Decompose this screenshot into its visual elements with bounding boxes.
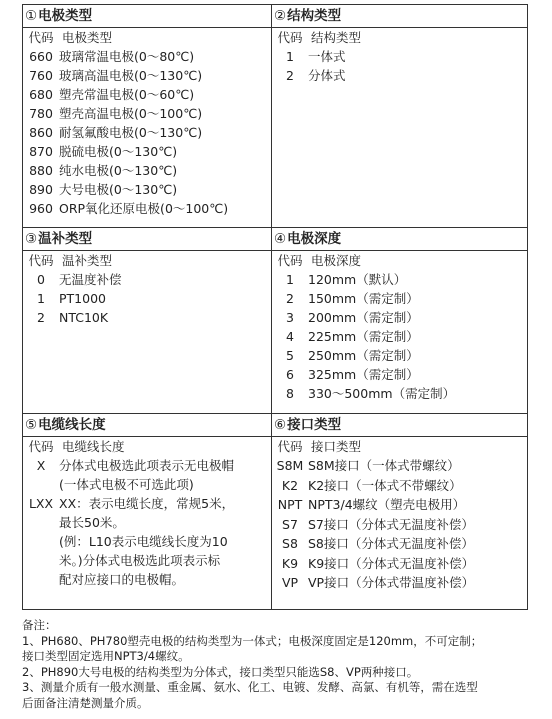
option-desc: 分体式 bbox=[308, 68, 346, 83]
option-code: 4 bbox=[286, 329, 294, 344]
option-desc: 塑壳常温电极(0～60℃) bbox=[59, 87, 195, 102]
option-code: 6 bbox=[286, 367, 294, 382]
option-desc: 330～500mm（需定制） bbox=[308, 386, 456, 401]
section-title: ⑥接口类型 bbox=[272, 414, 527, 437]
spec-document bbox=[22, 4, 527, 610]
option-row bbox=[272, 534, 527, 554]
option-desc: 塑壳高温电极(0～100℃) bbox=[59, 106, 203, 121]
option-code: 760 bbox=[29, 68, 53, 83]
option-code: 780 bbox=[29, 106, 53, 121]
option-row bbox=[23, 66, 271, 85]
column-header: 代码 电缆线长度 bbox=[28, 439, 125, 454]
column-header: 代码 温补类型 bbox=[28, 253, 113, 268]
section-temp-comp bbox=[23, 228, 272, 414]
section-title: ①电极类型 bbox=[23, 5, 271, 28]
option-desc: NPT3/4螺纹（塑壳电极用） bbox=[308, 497, 466, 512]
option-desc: 150mm（需定制） bbox=[308, 291, 419, 306]
note-line: 2、PH890大号电极的结构类型为分体式，接口类型只能选S8、VP两种接口。 bbox=[22, 664, 419, 679]
option-list bbox=[272, 270, 527, 403]
option-desc: S8M接口（一体式带螺纹） bbox=[308, 458, 460, 473]
section-title: ②结构类型 bbox=[272, 5, 527, 28]
option-row bbox=[272, 47, 527, 66]
option-row bbox=[23, 142, 271, 161]
section-title: ③温补类型 bbox=[23, 228, 271, 251]
option-code: 3 bbox=[286, 310, 294, 325]
option-desc: PT1000 bbox=[59, 291, 106, 306]
cable-line: 最长50米。 bbox=[59, 515, 125, 530]
option-row bbox=[23, 85, 271, 104]
option-code: 8 bbox=[286, 386, 294, 401]
cable-option-block bbox=[23, 456, 271, 589]
option-code: 890 bbox=[29, 182, 53, 197]
option-code: K2 bbox=[281, 477, 299, 493]
option-desc: 250mm（需定制） bbox=[308, 348, 419, 363]
column-header: 代码 接口类型 bbox=[277, 439, 362, 454]
note-line: 3、测量介质有一般水测量、重金属、氨水、化工、电镀、发酵、高氯、有机等，需在选型 bbox=[22, 680, 478, 694]
option-row bbox=[23, 289, 271, 308]
option-desc: 一体式 bbox=[308, 49, 346, 64]
section-cable-length bbox=[23, 414, 272, 610]
option-code: LXX bbox=[28, 496, 54, 511]
option-code: 0 bbox=[37, 272, 45, 287]
section-structure-type bbox=[272, 5, 528, 228]
option-row bbox=[272, 308, 527, 327]
option-code: S7 bbox=[282, 516, 298, 532]
option-desc: 325mm（需定制） bbox=[308, 367, 419, 382]
option-code: VP bbox=[281, 575, 299, 590]
option-code: X bbox=[36, 458, 46, 473]
option-row bbox=[272, 515, 527, 535]
option-desc: NTC10K bbox=[59, 310, 109, 325]
section-electrode-depth bbox=[272, 228, 528, 414]
notes-lines bbox=[22, 634, 527, 712]
option-code: S8M bbox=[276, 458, 304, 473]
cable-line: 分体式电极选此项表示无电极帽 bbox=[59, 458, 235, 473]
option-code: 870 bbox=[29, 144, 53, 159]
option-row bbox=[23, 270, 271, 289]
option-desc: S7接口（分体式无温度补偿） bbox=[308, 516, 474, 532]
note-line: 1、PH680、PH780塑壳电极的结构类型为一体式；电极深度固定是120mm，不可定制； bbox=[22, 633, 483, 648]
option-code: 2 bbox=[37, 310, 45, 325]
option-list bbox=[272, 456, 527, 593]
cable-codes bbox=[23, 456, 59, 589]
option-desc: K9接口（分体式无温度补偿） bbox=[308, 555, 475, 571]
option-code: 2 bbox=[286, 68, 294, 83]
option-code: 2 bbox=[286, 291, 294, 306]
section-electrode-type bbox=[23, 5, 272, 228]
option-list bbox=[272, 47, 527, 85]
option-row bbox=[272, 476, 527, 496]
section-title: ④电极深度 bbox=[272, 228, 527, 251]
column-header: 代码 结构类型 bbox=[277, 30, 362, 45]
option-desc: 纯水电极(0～130℃) bbox=[59, 163, 178, 178]
option-code: NPT bbox=[277, 497, 303, 512]
option-code: 960 bbox=[29, 201, 53, 216]
option-row bbox=[272, 495, 527, 515]
option-row bbox=[272, 346, 527, 365]
option-desc: ORP氧化还原电极(0～100℃) bbox=[59, 201, 229, 216]
option-desc: 120mm（默认） bbox=[308, 272, 407, 287]
option-desc: 脱硫电极(0～130℃) bbox=[59, 144, 178, 159]
option-code: 860 bbox=[29, 125, 53, 140]
notes-heading: 备注： bbox=[22, 618, 57, 632]
option-row bbox=[23, 180, 271, 199]
option-row bbox=[23, 161, 271, 180]
cable-description bbox=[59, 456, 271, 589]
option-desc: VP接口（分体式带温度补偿） bbox=[308, 575, 475, 590]
option-code: 1 bbox=[286, 272, 294, 287]
option-desc: S8接口（分体式无温度补偿） bbox=[308, 536, 474, 551]
note-line: 后面备注清楚测量介质。 bbox=[22, 695, 149, 710]
option-row bbox=[272, 327, 527, 346]
option-row bbox=[23, 47, 271, 66]
option-code: 680 bbox=[29, 87, 53, 102]
option-code: K9 bbox=[281, 555, 299, 571]
option-row bbox=[23, 104, 271, 123]
option-row bbox=[272, 456, 527, 476]
cable-line: XX：表示电缆长度，常规5米， bbox=[59, 496, 235, 511]
column-header: 代码 电极深度 bbox=[277, 253, 362, 268]
column-header: 代码 电极类型 bbox=[28, 30, 113, 45]
spec-table bbox=[22, 4, 528, 610]
option-row bbox=[272, 270, 527, 289]
cable-line: 米。)分体式电极选此项表示标 bbox=[59, 553, 221, 568]
cable-line: (例：L10表示电缆线长度为10 bbox=[59, 534, 228, 549]
option-list bbox=[23, 270, 271, 327]
option-row bbox=[23, 199, 271, 218]
option-row bbox=[272, 365, 527, 384]
option-code: 660 bbox=[29, 49, 53, 64]
option-row bbox=[23, 308, 271, 327]
cable-line: (一体式电极不可选此项) bbox=[59, 477, 194, 492]
option-desc: 玻璃高温电极(0～130℃) bbox=[59, 68, 203, 83]
option-row bbox=[23, 123, 271, 142]
option-desc: 耐氢氟酸电极(0～130℃) bbox=[59, 125, 203, 140]
option-list bbox=[23, 47, 271, 218]
option-row bbox=[272, 573, 527, 593]
option-desc: 225mm（需定制） bbox=[308, 329, 419, 344]
option-desc: 无温度补偿 bbox=[59, 272, 122, 287]
option-desc: 200mm（需定制） bbox=[308, 310, 419, 325]
option-code: 5 bbox=[286, 348, 294, 363]
note-line: 接口类型固定选用NPT3/4螺纹。 bbox=[22, 649, 190, 663]
option-desc: 玻璃常温电极(0～80℃) bbox=[59, 49, 195, 64]
option-row bbox=[272, 384, 527, 403]
option-row bbox=[272, 289, 527, 308]
option-row bbox=[272, 66, 527, 85]
notes-block bbox=[22, 618, 527, 711]
option-code: 880 bbox=[29, 163, 53, 178]
section-title: ⑤电缆线长度 bbox=[23, 414, 271, 437]
option-desc: K2接口（一体式不带螺纹） bbox=[308, 477, 462, 493]
cable-line: 配对应接口的电极帽。 bbox=[59, 572, 185, 587]
option-desc: 大号电极(0～130℃) bbox=[59, 182, 178, 197]
option-code: 1 bbox=[286, 49, 294, 64]
option-code: 1 bbox=[37, 291, 45, 306]
option-code: S8 bbox=[282, 536, 298, 551]
section-interface-type bbox=[272, 414, 528, 610]
option-row bbox=[272, 554, 527, 574]
